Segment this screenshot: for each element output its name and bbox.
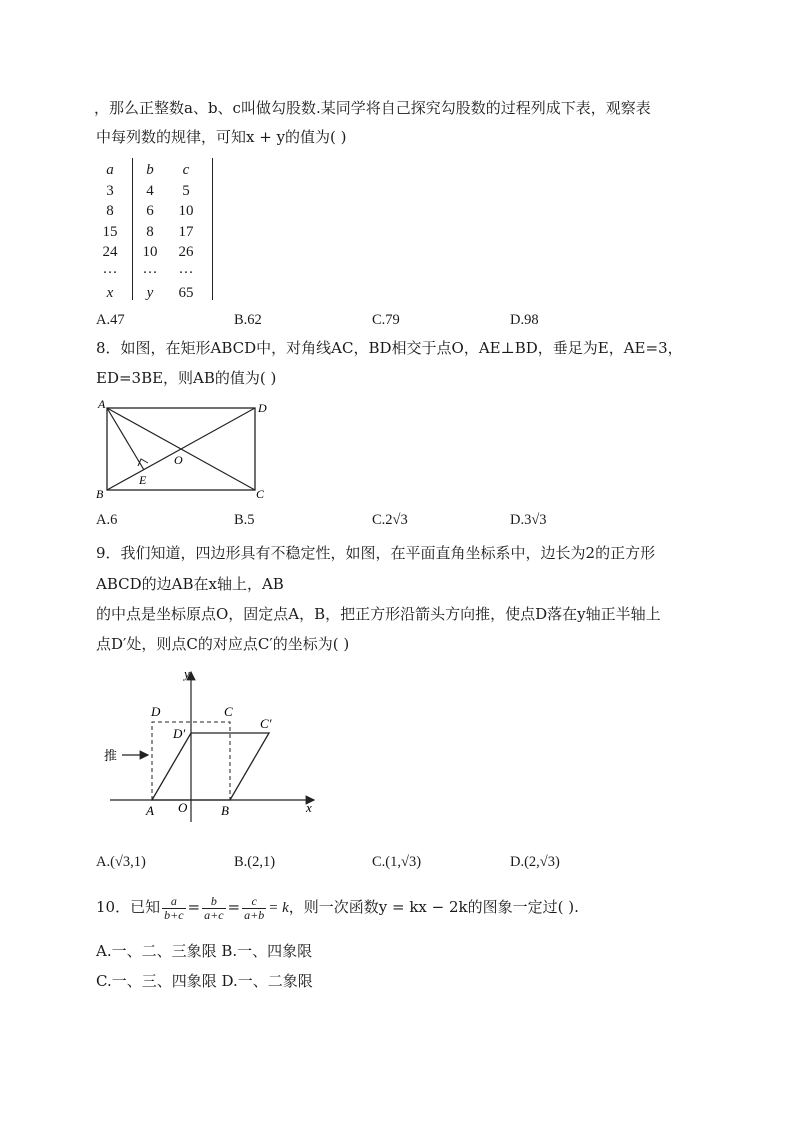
- right-angle-mark: [138, 459, 148, 466]
- frac-den: a+b: [244, 907, 265, 922]
- q9-choice-d[interactable]: D.(2,√3): [510, 854, 560, 870]
- q9-choice-c[interactable]: C.(1,√3): [372, 854, 422, 870]
- q9-choice-a[interactable]: A.(√3,1): [96, 854, 146, 870]
- q10-options-line2[interactable]: C.一、三、四象限 D.一、二象限: [96, 972, 313, 990]
- frac-num: c: [242, 895, 266, 909]
- label-b: B: [96, 487, 104, 501]
- frac-den: b+c: [164, 907, 184, 922]
- table-cell: 10: [178, 203, 194, 219]
- q10-text-line1: 10．已知 $\frac{a}{b+c}$ = $\frac{b}{a+c}$ = $\frac{c}{a+b}$ = k，则一次函数y = kx − 2k的图象一定过( ).: [96, 893, 579, 922]
- eq-k: = k: [268, 900, 289, 916]
- q7-choice-c[interactable]: C.79: [372, 312, 400, 328]
- q7-choice-b[interactable]: B.62: [234, 312, 262, 328]
- table-cell: 5: [182, 182, 190, 199]
- q8-choice-d[interactable]: D.3√3: [510, 512, 547, 528]
- coordinate-figure: [96, 662, 326, 827]
- label-d-prime: D′: [173, 726, 186, 741]
- rectangle-figure: [92, 396, 272, 504]
- fraction-1: [162, 895, 185, 922]
- label-x: x: [306, 800, 312, 815]
- q10-options-line1[interactable]: A.一、二、三象限 B.一、四象限: [96, 942, 313, 960]
- label-c: C: [224, 704, 233, 719]
- table-cell: 26: [178, 244, 194, 260]
- q7-text-line2: 中每列数的规律，可知x + y的值为( ): [96, 128, 347, 146]
- label-a: A: [146, 803, 154, 818]
- table-cell: 6: [146, 203, 154, 219]
- q8-choice-c[interactable]: C.2√3: [372, 512, 408, 528]
- pushed-parallelogram: [152, 733, 269, 800]
- label-e: E: [139, 473, 147, 487]
- q8-choice-b[interactable]: B.5: [234, 512, 255, 528]
- table-cell: 17: [178, 223, 194, 240]
- frac-num: a: [162, 895, 185, 909]
- fraction-3: [242, 895, 266, 922]
- q9-text-line2: ABCD的边AB在x轴上，AB: [96, 575, 284, 593]
- q10-prefix: 10．已知: [96, 898, 161, 916]
- table-cell: ···: [178, 264, 194, 281]
- table-cell: 10: [142, 244, 158, 260]
- label-d: D: [151, 704, 161, 719]
- fraction-2: [202, 895, 225, 922]
- label-a: A: [98, 397, 106, 411]
- label-y: y: [184, 666, 190, 681]
- table-header-cell: b: [146, 162, 154, 178]
- table-cell: 3: [106, 182, 114, 199]
- table-header-cell: a: [106, 162, 114, 178]
- table-cell: ···: [142, 264, 158, 281]
- label-o: O: [174, 453, 183, 467]
- table-cell: 8: [146, 223, 154, 240]
- label-c-prime: C′: [260, 716, 272, 731]
- label-push: 推: [104, 748, 118, 763]
- table-cell: 65: [178, 285, 194, 301]
- label-b: B: [221, 803, 229, 818]
- q8-choice-a[interactable]: A.6: [96, 512, 118, 528]
- q9-text-line3: 的中点是坐标原点O，固定点A，B，把正方形沿箭头方向推，使点D落在y轴正半轴上: [96, 605, 661, 623]
- table-cell: 4: [146, 182, 154, 199]
- q10-suffix: ，则一次函数y = kx − 2k的图象一定过( ).: [288, 898, 579, 916]
- label-c: C: [256, 487, 265, 501]
- q9-text-line4: 点D′处，则点C的对应点C′的坐标为( ): [96, 635, 350, 653]
- q7-table: [96, 158, 216, 300]
- q8-text-line1: 8．如图，在矩形ABCD中，对角线AC，BD相交于点O，AE⊥BD，垂足为E，AE=3，: [96, 339, 683, 357]
- frac-den: a+c: [204, 907, 224, 922]
- q7-choice-a[interactable]: A.47: [96, 312, 125, 328]
- q8-text-line2: ED=3BE，则AB的值为( ): [96, 369, 277, 387]
- label-d: D: [258, 401, 267, 415]
- q7-text-line1: ，那么正整数a、b、c叫做勾股数.某同学将自己探究勾股数的过程列成下表，观察表: [94, 99, 651, 117]
- table-cell: 8: [106, 203, 114, 219]
- table-header-cell: c: [182, 162, 190, 178]
- segment-ae: [107, 408, 144, 470]
- table-cell: ···: [102, 264, 118, 281]
- label-o: O: [178, 800, 188, 815]
- table-cell: 15: [102, 223, 118, 240]
- table-cell: x: [106, 285, 114, 301]
- table-cell: 24: [102, 244, 118, 260]
- table-divider: [212, 158, 213, 300]
- table-cell: y: [146, 285, 154, 301]
- q9-choice-b[interactable]: B.(2,1): [234, 854, 276, 870]
- q7-choice-d[interactable]: D.98: [510, 312, 539, 328]
- q9-text-line1: 9．我们知道，四边形具有不稳定性，如图，在平面直角坐标系中，边长为2的正方形: [96, 544, 656, 562]
- frac-num: b: [202, 895, 225, 909]
